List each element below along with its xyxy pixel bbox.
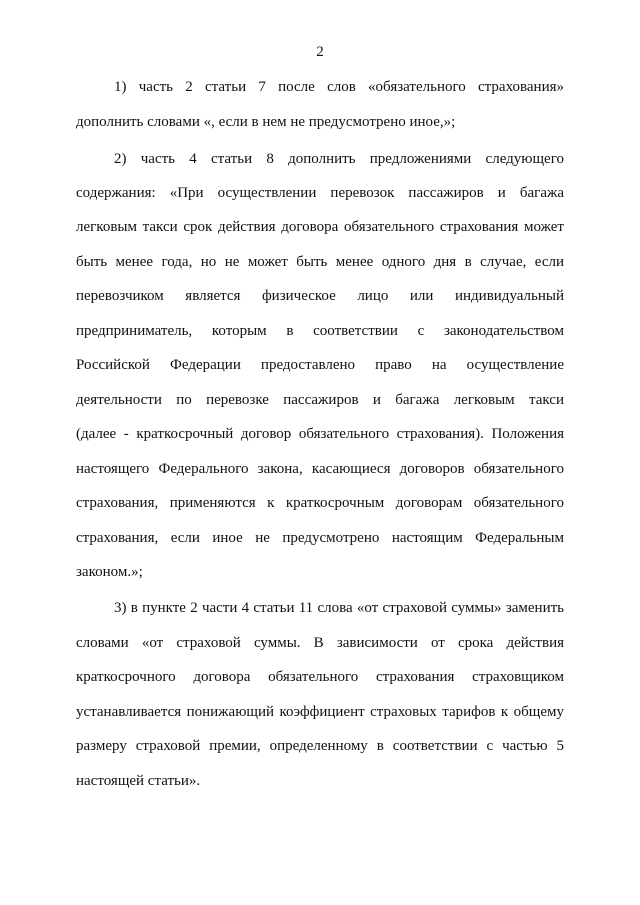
text-line: краткосрочного договора обязательного страхования страховщиком — [76, 669, 564, 685]
text-line: 3) в пункте 2 части 4 статьи 11 слова «от страховой суммы» заменить — [114, 600, 564, 616]
text-line: страхования, если иное не предусмотрено настоящим Федеральным — [76, 530, 564, 546]
text-line: устанавливается понижающий коэффициент страховых тарифов к общему — [76, 704, 564, 720]
text-line: настоящей статьи». — [76, 773, 201, 789]
text-line: (далее - краткосрочный договор обязательного страхования). Положения — [76, 426, 564, 442]
text-line: дополнить словами «, если в нем не предусмотрено иное,»; — [76, 114, 456, 130]
text-line: деятельности по перевозке пассажиров и багажа легковым такси — [76, 392, 564, 408]
text-line: 1) часть 2 статьи 7 после слов «обязательного страхования» — [114, 79, 564, 95]
page-number: 2 — [316, 44, 324, 60]
text-line: настоящего Федерального закона, касающиеся договоров обязательного — [76, 461, 564, 477]
text-line: Российской Федерации предоставлено право на осуществление — [76, 357, 564, 373]
text-line: быть менее года, но не может быть менее одного дня в случае, если — [76, 254, 564, 270]
text-line: законом.»; — [76, 564, 143, 580]
text-line: словами «от страховой суммы. В зависимости от срока действия — [76, 635, 564, 651]
text-line: содержания: «При осуществлении перевозок пассажиров и багажа — [76, 185, 564, 201]
text-line: легковым такси срок действия договора обязательного страхования может — [76, 219, 564, 235]
text-line: перевозчиком является физическое лицо или индивидуальный — [76, 288, 564, 304]
text-line: страхования, применяются к краткосрочным договорам обязательного — [76, 495, 564, 511]
text-line: размеру страховой премии, определенному в соответствии с частью 5 — [76, 738, 564, 754]
text-line: предприниматель, которым в соответствии с законодательством — [76, 323, 564, 339]
text-line: 2) часть 4 статьи 8 дополнить предложениями следующего — [114, 151, 564, 167]
